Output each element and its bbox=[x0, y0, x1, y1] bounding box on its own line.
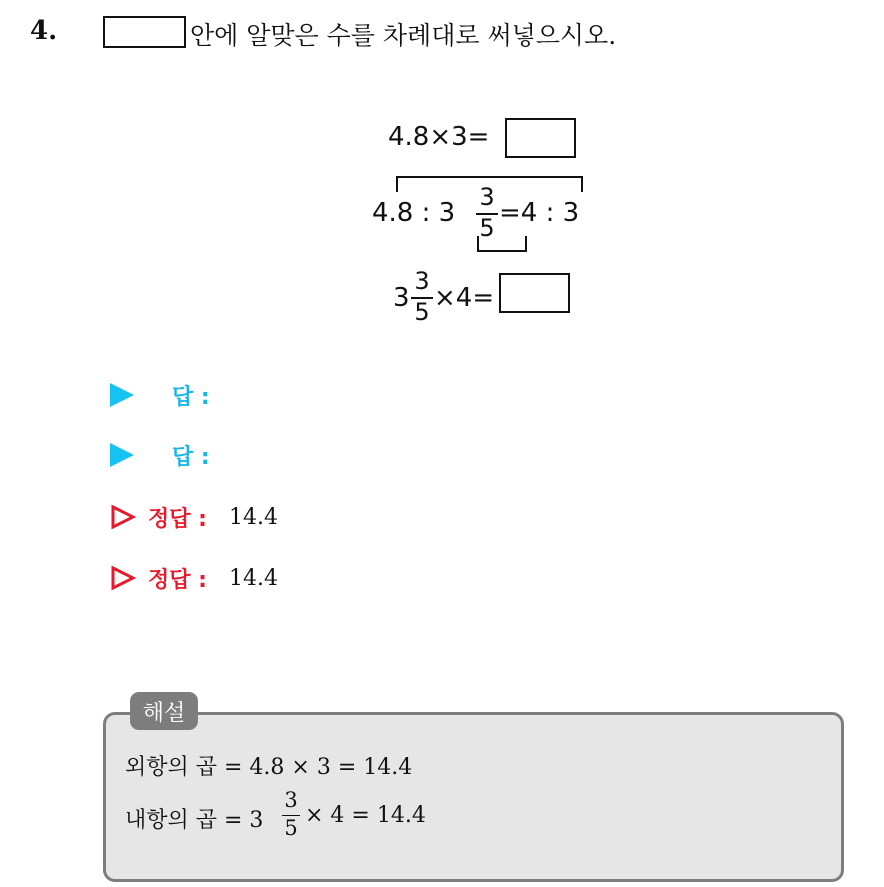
explanation-line-2-prefix: 내항의 곱 = 3 bbox=[125, 808, 264, 833]
explanation-tag: 해설 bbox=[130, 692, 198, 730]
answer-box-1[interactable] bbox=[505, 118, 576, 158]
answer-row-2[interactable] bbox=[110, 438, 210, 472]
problem-line-3-rest: ×4= bbox=[434, 283, 495, 313]
explanation-line-2-suffix: × 4 = 14.4 bbox=[305, 803, 426, 828]
fraction-numerator: 3 bbox=[414, 267, 430, 295]
problem-line-2-left: 4.8 : 3 bbox=[372, 198, 456, 228]
question-number: 4. bbox=[30, 16, 58, 46]
fraction-numerator: 3 bbox=[284, 788, 298, 812]
fraction-numerator: 3 bbox=[479, 183, 495, 211]
fraction-denominator: 5 bbox=[414, 298, 430, 326]
outline-triangle-icon bbox=[110, 504, 136, 530]
explanation-panel bbox=[103, 712, 844, 882]
play-triangle-icon bbox=[110, 443, 134, 467]
answer-box-2[interactable] bbox=[499, 273, 570, 313]
correct-answer-label: 정답 : bbox=[148, 506, 207, 532]
correct-answer-row-1 bbox=[110, 500, 278, 534]
outline-triangle-icon bbox=[110, 565, 136, 591]
answer-label: 답 : bbox=[172, 444, 210, 470]
answer-label: 답 : bbox=[172, 384, 210, 410]
fraction-3-5-line3 bbox=[411, 269, 433, 325]
fraction-3-5-explanation bbox=[282, 790, 300, 842]
fraction-3-5-line2 bbox=[476, 185, 498, 241]
fraction-denominator: 5 bbox=[479, 214, 495, 242]
question-instruction: 안에 알맞은 수를 차례대로 써넣으시오. bbox=[190, 21, 617, 50]
fraction-denominator: 5 bbox=[284, 816, 298, 840]
problem-line-1: 4.8×3= bbox=[388, 122, 490, 152]
problem-line-2-right: =4 : 3 bbox=[499, 198, 580, 228]
correct-answer-row-2 bbox=[110, 561, 278, 595]
correct-answer-value: 14.4 bbox=[228, 504, 278, 530]
blank-box-icon bbox=[103, 16, 186, 48]
problem-line-3-whole: 3 bbox=[393, 283, 410, 313]
answer-row-1[interactable] bbox=[110, 378, 210, 412]
play-triangle-icon bbox=[110, 383, 134, 407]
explanation-line-1: 외항의 곱 = 4.8 × 3 = 14.4 bbox=[125, 755, 413, 780]
correct-answer-value: 14.4 bbox=[228, 565, 278, 591]
correct-answer-label: 정답 : bbox=[148, 567, 207, 593]
